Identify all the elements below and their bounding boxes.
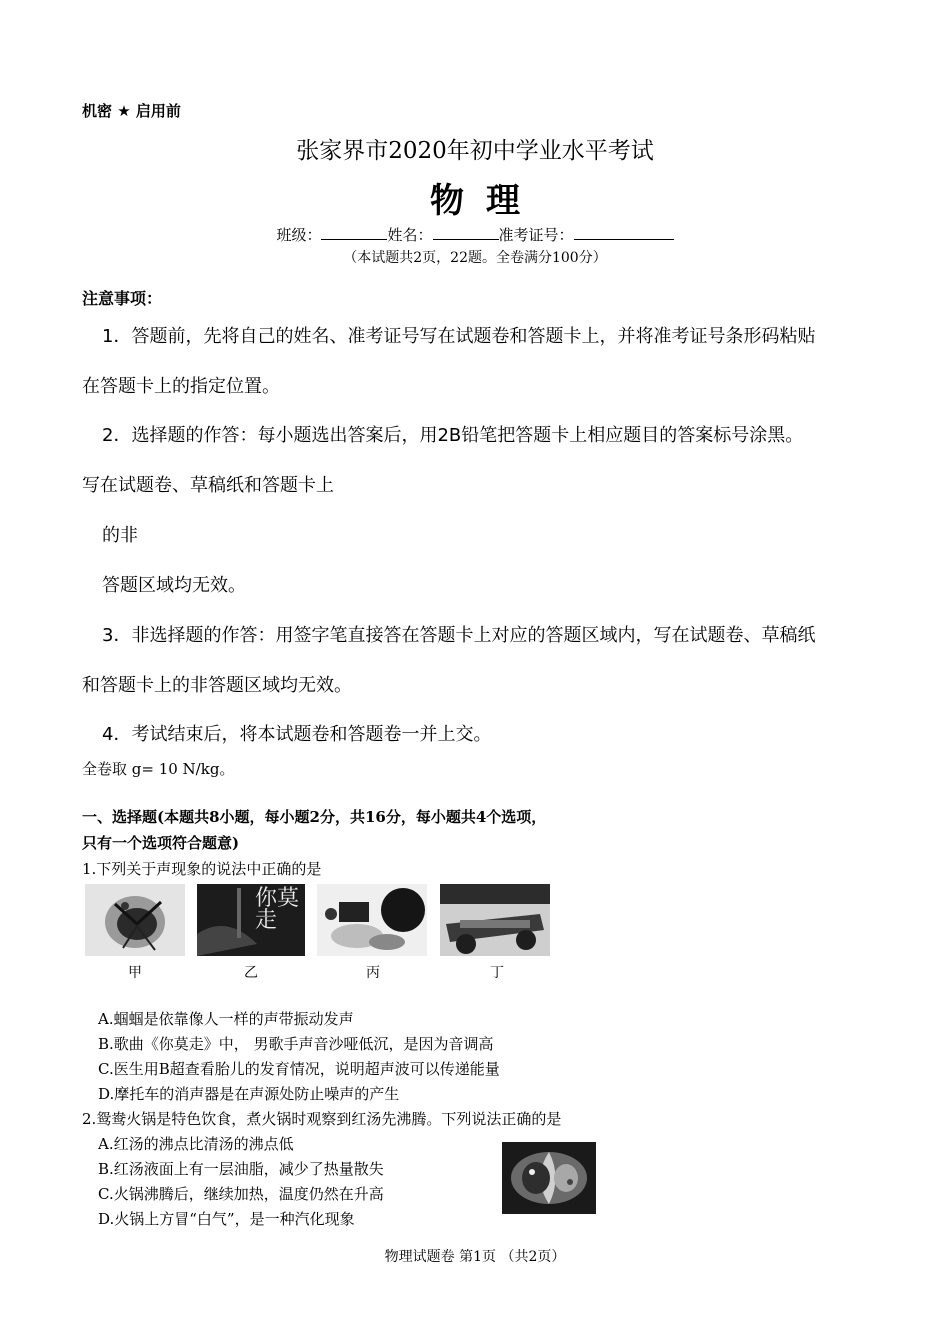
- poster-text: 你莫走: [255, 886, 300, 933]
- notice-line: 和答题卡上的非答题区域均无效。: [82, 675, 352, 696]
- notice-line: 答题区域均无效。: [102, 575, 246, 596]
- section-title: 一、选择题(本题共8小题，每小题2分，共16分，每小题共4个选项，: [82, 808, 547, 826]
- notice-line: 4．考试结束后，将本试题卷和答题卷一并上交。: [102, 724, 492, 745]
- subject-title: 物理: [430, 181, 542, 221]
- q1-option-b: B.歌曲《你莫走》中， 男歌手声音沙哑低沉，是因为音调高: [98, 1035, 494, 1053]
- q2-option-b: B.红汤液面上有一层油脂，减少了热量散失: [98, 1160, 384, 1178]
- q2-option-c: C.火锅沸腾后，继续加热，温度仍然在升高: [98, 1185, 384, 1203]
- notice-heading: 注意事项：: [82, 289, 163, 308]
- photo-hotpot: [502, 1142, 596, 1214]
- id-label: 准考证号：: [498, 226, 574, 244]
- q1-option-a: A.蝈蝈是依靠像人一样的声带振动发声: [98, 1010, 354, 1028]
- question-2-stem: 2.鸳鸯火锅是特色饮食，煮火锅时观察到红汤先沸腾。下列说法正确的是: [82, 1110, 562, 1128]
- id-blank: [574, 225, 674, 240]
- notice-line: 的非: [102, 525, 138, 546]
- notice-line: 1．答题前，先将自己的姓名、准考证号写在试题卷和答题卡上，并将准考证号条形码粘贴: [102, 326, 816, 347]
- photo-song-poster: [197, 884, 305, 956]
- class-blank: [321, 225, 387, 240]
- name-blank: [433, 225, 499, 240]
- section-title-cont: 只有一个选项符合题意): [82, 834, 240, 852]
- q1-option-d: D.摩托车的消声器是在声源处防止噪声的产生: [98, 1085, 400, 1103]
- notice-line: 3．非选择题的作答：用签字笔直接答在答题卡上对应的答题区域内，写在试题卷、草稿纸: [102, 625, 816, 646]
- class-label: 班级：: [276, 226, 322, 244]
- q2-option-a: A.红汤的沸点比清汤的沸点低: [98, 1135, 294, 1153]
- caption-jia: 甲: [128, 965, 142, 981]
- caption-bing: 丙: [366, 965, 380, 981]
- caption-ding: 丁: [490, 965, 504, 981]
- notice-line: 写在试题卷、草稿纸和答题卡上: [82, 475, 334, 496]
- question-1-stem: 1.下列关于声现象的说法中正确的是: [82, 860, 322, 878]
- gravity-note: 全卷取 g= 10 N/kg。: [82, 760, 235, 778]
- exam-title: 张家界市2020年初中学业水平考试: [296, 138, 654, 164]
- photo-ultrasound: [317, 884, 427, 956]
- photo-grasshopper: [85, 884, 185, 956]
- name-label: 姓名：: [387, 226, 433, 244]
- page-footer: 物理试题卷 第1页 （共2页）: [384, 1249, 566, 1265]
- photo-motorcycle: [440, 884, 550, 956]
- student-info-line: [0, 224, 950, 245]
- q2-option-d: D.火锅上方冒“白气”，是一种汽化现象: [98, 1210, 355, 1228]
- confidential-mark: 机密 ★ 启用前: [82, 102, 181, 120]
- exam-meta: （本试题共2页，22题。全卷满分100分）: [343, 250, 607, 266]
- q1-option-c: C.医生用B超查看胎儿的发育情况，说明超声波可以传递能量: [98, 1060, 500, 1078]
- notice-line: 2．选择题的作答：每小题选出答案后，用2B铅笔把答题卡上相应题目的答案标号涂黑。: [102, 425, 804, 446]
- notice-line: 在答题卡上的指定位置。: [82, 376, 280, 397]
- caption-yi: 乙: [244, 965, 258, 981]
